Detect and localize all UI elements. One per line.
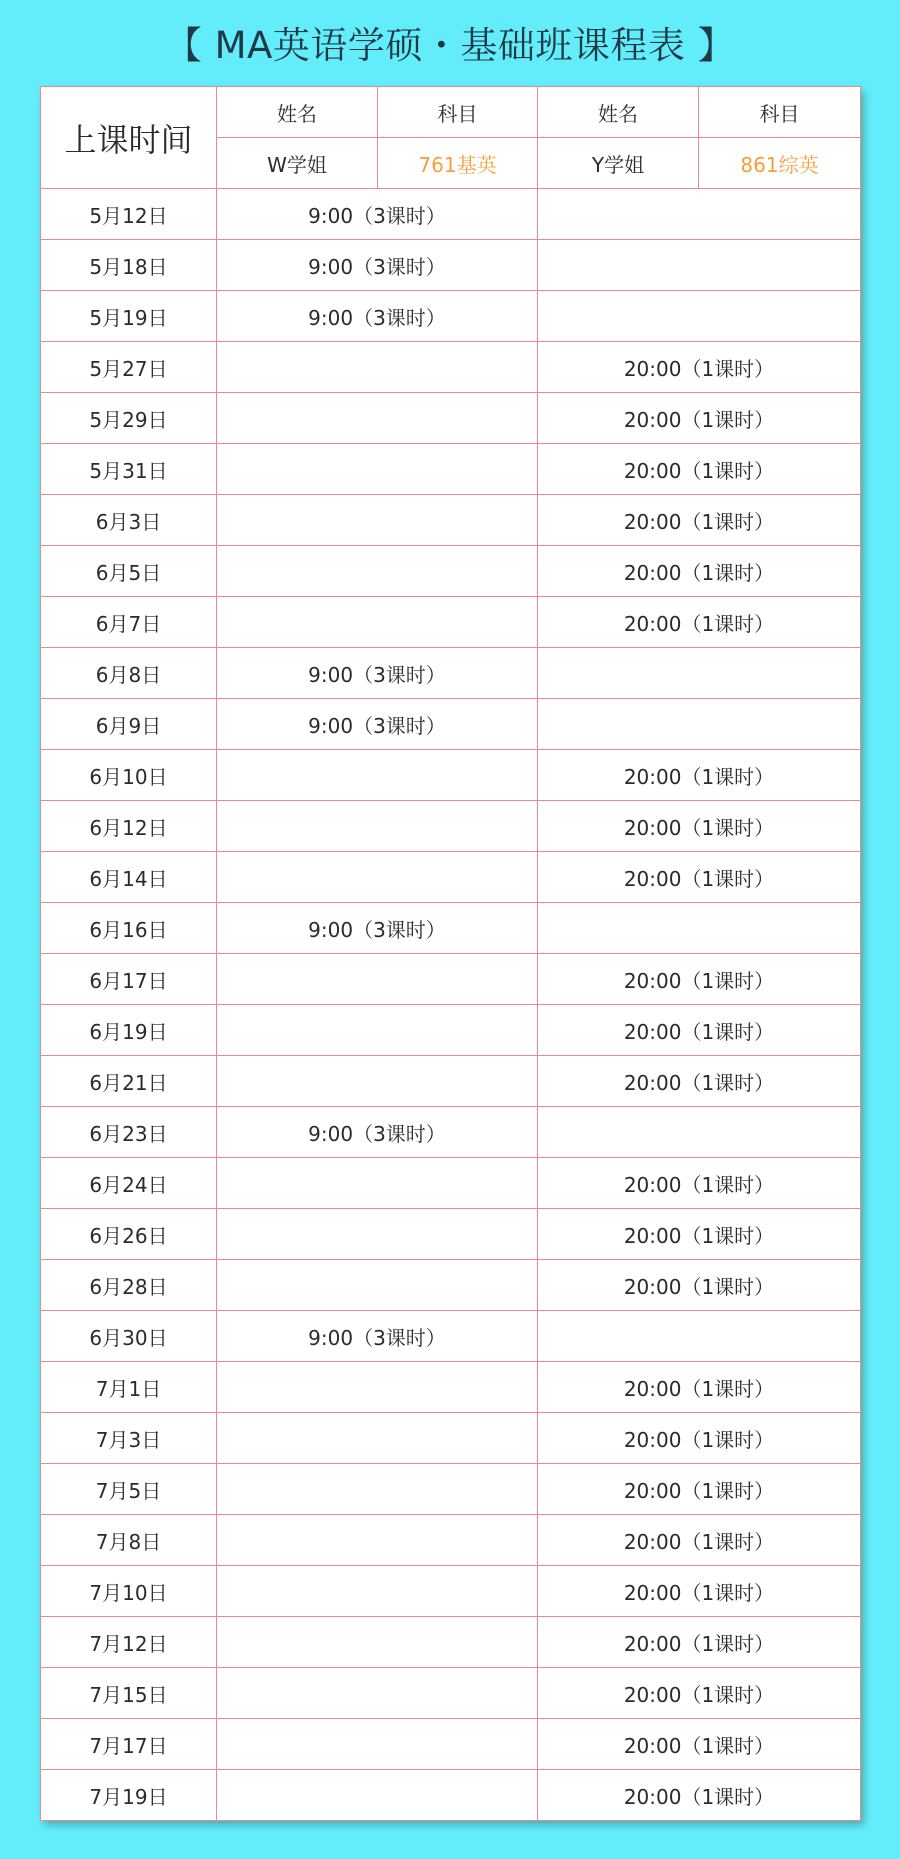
date-cell: 6月16日	[41, 903, 217, 954]
y-session-cell	[538, 903, 861, 954]
y-session-cell: 20:00（1课时）	[538, 342, 861, 393]
date-cell: 6月7日	[41, 597, 217, 648]
y-session-cell: 20:00（1课时）	[538, 1158, 861, 1209]
y-session-cell: 20:00（1课时）	[538, 546, 861, 597]
w-session-cell	[217, 495, 538, 546]
date-cell: 6月8日	[41, 648, 217, 699]
date-cell: 6月30日	[41, 1311, 217, 1362]
w-session-cell	[217, 852, 538, 903]
y-session-cell: 20:00（1课时）	[538, 597, 861, 648]
teacher-y-subject: 861综英	[699, 138, 861, 189]
schedule-row	[41, 1005, 861, 1056]
date-cell: 7月10日	[41, 1566, 217, 1617]
page-title: 【 MA英语学硕・基础班课程表 】	[164, 24, 736, 67]
schedule-row	[41, 903, 861, 954]
schedule-row	[41, 495, 861, 546]
date-cell: 7月8日	[41, 1515, 217, 1566]
w-session-cell	[217, 1260, 538, 1311]
schedule-row	[41, 393, 861, 444]
y-session-cell	[538, 240, 861, 291]
y-session-cell: 20:00（1课时）	[538, 954, 861, 1005]
y-session-cell	[538, 189, 861, 240]
schedule-row	[41, 1566, 861, 1617]
w-session-cell: 9:00（3课时）	[217, 1311, 538, 1362]
date-cell: 5月19日	[41, 291, 217, 342]
y-session-cell: 20:00（1课时）	[538, 444, 861, 495]
schedule-row	[41, 342, 861, 393]
y-session-cell: 20:00（1课时）	[538, 801, 861, 852]
date-cell: 6月5日	[41, 546, 217, 597]
y-session-cell	[538, 1311, 861, 1362]
date-cell: 6月3日	[41, 495, 217, 546]
schedule-row	[41, 1311, 861, 1362]
y-session-cell: 20:00（1课时）	[538, 750, 861, 801]
schedule-row	[41, 1515, 861, 1566]
schedule-body	[41, 189, 861, 1821]
schedule-row	[41, 1260, 861, 1311]
schedule-row	[41, 1107, 861, 1158]
date-cell: 7月19日	[41, 1770, 217, 1821]
date-cell: 7月17日	[41, 1719, 217, 1770]
w-session-cell	[217, 1617, 538, 1668]
date-cell: 7月15日	[41, 1668, 217, 1719]
date-cell: 6月24日	[41, 1158, 217, 1209]
schedule-row	[41, 750, 861, 801]
schedule-row	[41, 597, 861, 648]
schedule-sheet	[40, 86, 860, 1820]
date-cell: 7月1日	[41, 1362, 217, 1413]
w-session-cell	[217, 1056, 538, 1107]
date-cell: 5月12日	[41, 189, 217, 240]
teacher-w-subject: 761基英	[378, 138, 538, 189]
y-session-cell: 20:00（1课时）	[538, 393, 861, 444]
w-session-cell	[217, 1515, 538, 1566]
schedule-row	[41, 852, 861, 903]
y-session-cell: 20:00（1课时）	[538, 1617, 861, 1668]
date-cell: 7月5日	[41, 1464, 217, 1515]
header-subject-label-y: 科目	[699, 87, 861, 138]
teacher-y-name: Y学姐	[538, 138, 699, 189]
date-cell: 5月27日	[41, 342, 217, 393]
w-session-cell: 9:00（3课时）	[217, 903, 538, 954]
schedule-row	[41, 1158, 861, 1209]
schedule-row	[41, 1413, 861, 1464]
date-cell: 5月31日	[41, 444, 217, 495]
schedule-row	[41, 954, 861, 1005]
teacher-w-name: W学姐	[217, 138, 378, 189]
schedule-row	[41, 1056, 861, 1107]
w-session-cell	[217, 1566, 538, 1617]
y-session-cell: 20:00（1课时）	[538, 1362, 861, 1413]
w-session-cell: 9:00（3课时）	[217, 189, 538, 240]
w-session-cell	[217, 444, 538, 495]
y-session-cell: 20:00（1课时）	[538, 1209, 861, 1260]
date-cell: 6月17日	[41, 954, 217, 1005]
y-session-cell	[538, 699, 861, 750]
schedule-row	[41, 1719, 861, 1770]
header-name-label-y: 姓名	[538, 87, 699, 138]
w-session-cell: 9:00（3课时）	[217, 1107, 538, 1158]
date-cell: 7月3日	[41, 1413, 217, 1464]
schedule-row	[41, 1770, 861, 1821]
schedule-row	[41, 189, 861, 240]
schedule-row	[41, 1668, 861, 1719]
y-session-cell: 20:00（1课时）	[538, 852, 861, 903]
w-session-cell: 9:00（3课时）	[217, 699, 538, 750]
date-cell: 6月28日	[41, 1260, 217, 1311]
y-session-cell: 20:00（1课时）	[538, 1413, 861, 1464]
date-cell: 6月14日	[41, 852, 217, 903]
w-session-cell	[217, 597, 538, 648]
schedule-row	[41, 1464, 861, 1515]
schedule-row	[41, 648, 861, 699]
schedule-row	[41, 1617, 861, 1668]
date-cell: 5月29日	[41, 393, 217, 444]
y-session-cell: 20:00（1课时）	[538, 1566, 861, 1617]
schedule-table	[40, 86, 861, 1821]
schedule-row	[41, 801, 861, 852]
w-session-cell	[217, 801, 538, 852]
schedule-row	[41, 240, 861, 291]
schedule-row	[41, 546, 861, 597]
w-session-cell	[217, 1668, 538, 1719]
y-session-cell	[538, 1107, 861, 1158]
date-cell: 6月19日	[41, 1005, 217, 1056]
w-session-cell	[217, 342, 538, 393]
w-session-cell	[217, 1005, 538, 1056]
date-cell: 7月12日	[41, 1617, 217, 1668]
w-session-cell	[217, 1209, 538, 1260]
y-session-cell: 20:00（1课时）	[538, 1770, 861, 1821]
y-session-cell: 20:00（1课时）	[538, 1668, 861, 1719]
date-cell: 6月23日	[41, 1107, 217, 1158]
y-session-cell: 20:00（1课时）	[538, 1515, 861, 1566]
w-session-cell	[217, 1362, 538, 1413]
y-session-cell: 20:00（1课时）	[538, 1464, 861, 1515]
date-cell: 5月18日	[41, 240, 217, 291]
date-cell: 6月26日	[41, 1209, 217, 1260]
y-session-cell: 20:00（1课时）	[538, 1260, 861, 1311]
y-session-cell: 20:00（1课时）	[538, 495, 861, 546]
w-session-cell	[217, 954, 538, 1005]
y-session-cell: 20:00（1课时）	[538, 1005, 861, 1056]
schedule-row	[41, 444, 861, 495]
w-session-cell	[217, 1158, 538, 1209]
y-session-cell	[538, 648, 861, 699]
header-name-label-w: 姓名	[217, 87, 378, 138]
y-session-cell: 20:00（1课时）	[538, 1719, 861, 1770]
schedule-row	[41, 1209, 861, 1260]
date-cell: 6月12日	[41, 801, 217, 852]
y-session-cell: 20:00（1课时）	[538, 1056, 861, 1107]
w-session-cell	[217, 1413, 538, 1464]
header-time-label: 上课时间	[41, 87, 217, 189]
date-cell: 6月10日	[41, 750, 217, 801]
date-cell: 6月21日	[41, 1056, 217, 1107]
w-session-cell: 9:00（3课时）	[217, 648, 538, 699]
schedule-row	[41, 699, 861, 750]
w-session-cell	[217, 1464, 538, 1515]
w-session-cell	[217, 750, 538, 801]
schedule-row	[41, 1362, 861, 1413]
w-session-cell: 9:00（3课时）	[217, 240, 538, 291]
header-subject-label-w: 科目	[378, 87, 538, 138]
w-session-cell	[217, 1719, 538, 1770]
y-session-cell	[538, 291, 861, 342]
date-cell: 6月9日	[41, 699, 217, 750]
schedule-row	[41, 291, 861, 342]
w-session-cell	[217, 393, 538, 444]
w-session-cell: 9:00（3课时）	[217, 291, 538, 342]
w-session-cell	[217, 546, 538, 597]
w-session-cell	[217, 1770, 538, 1821]
